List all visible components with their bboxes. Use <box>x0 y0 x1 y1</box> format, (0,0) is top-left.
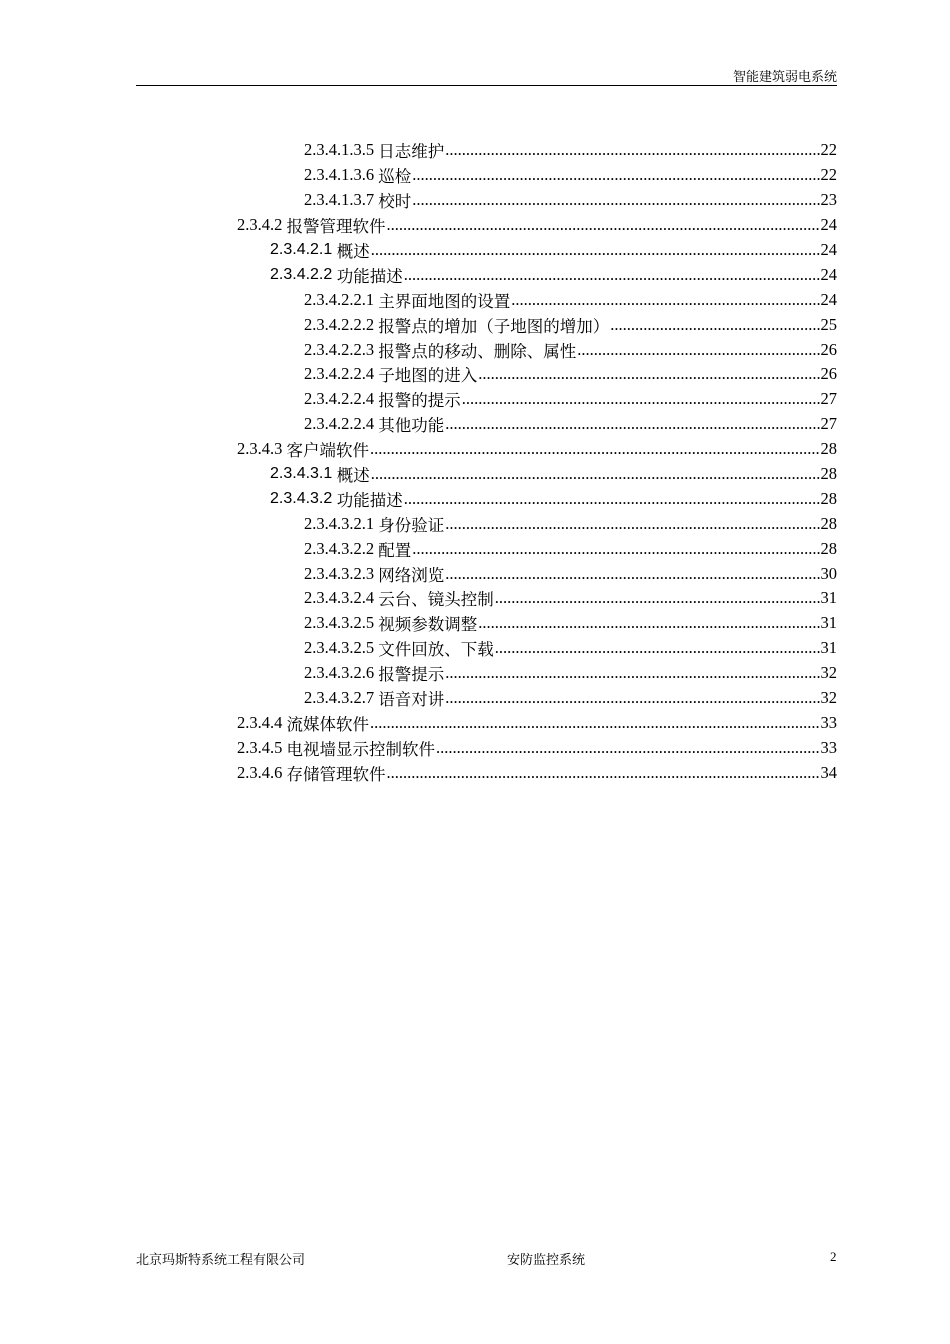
toc-entry-label: 功能描述 <box>336 266 403 286</box>
toc-entry-number: 2.3.4.2 <box>237 215 287 235</box>
toc-leader-dots <box>370 439 820 459</box>
toc-entry[interactable] <box>0 536 837 561</box>
toc-entry-label: 功能描述 <box>336 490 403 510</box>
toc-entry-number: 2.3.4.3.2 <box>270 489 337 507</box>
toc-entry[interactable] <box>0 213 837 238</box>
toc-entry-number: 2.3.4.3.1 <box>270 465 337 483</box>
toc-entry-number: 2.3.4.4 <box>237 712 287 732</box>
toc-entry-number: 2.3.4.2.2.4 <box>304 414 379 434</box>
toc-entry-label: 主界面地图的设置 <box>378 291 511 311</box>
toc-leader-dots <box>371 240 820 260</box>
toc-entry[interactable] <box>0 238 837 263</box>
toc-entry[interactable] <box>0 686 837 711</box>
toc-entry-number: 2.3.4.2.2.1 <box>304 289 379 309</box>
toc-entry[interactable] <box>0 586 837 611</box>
toc-leader-dots <box>495 588 820 608</box>
toc-entry-number: 2.3.4.1.3.5 <box>304 140 379 160</box>
toc-entry[interactable] <box>0 511 837 536</box>
toc-leader-dots <box>436 738 820 758</box>
toc-entry[interactable] <box>0 735 837 760</box>
toc-entry-label: 报警提示 <box>378 665 445 685</box>
toc-entry-page: 33 <box>820 712 837 732</box>
toc-entry-page: 24 <box>820 215 837 235</box>
toc-entry-label: 概述 <box>336 466 370 486</box>
toc-entry-number: 2.3.4.3.2.5 <box>304 613 379 633</box>
toc-entry[interactable] <box>0 138 837 163</box>
toc-entry-number: 2.3.4.2.2.2 <box>304 314 379 334</box>
toc-entry-page: 22 <box>820 140 837 160</box>
toc-entry-label: 日志维护 <box>378 142 445 162</box>
toc-entry-number: 2.3.4.5 <box>237 737 287 757</box>
toc-entry[interactable] <box>0 188 837 213</box>
toc-entry-label: 巡检 <box>378 167 412 187</box>
toc-leader-dots <box>412 190 819 210</box>
toc-leader-dots <box>412 539 819 559</box>
toc-leader-dots <box>478 364 819 384</box>
toc-entry-number: 2.3.4.3.2.2 <box>304 538 379 558</box>
toc-entry-number: 2.3.4.2.2.4 <box>304 364 379 384</box>
toc-entry[interactable] <box>0 437 837 462</box>
toc-entry-number: 2.3.4.2.2.4 <box>304 389 379 409</box>
toc-leader-dots <box>445 514 819 534</box>
toc-entry-label: 存储管理软件 <box>286 764 386 784</box>
toc-entry-label: 电视墙显示控制软件 <box>286 739 435 759</box>
toc-leader-dots <box>445 688 819 708</box>
toc-entry-label: 文件回放、下载 <box>378 640 494 660</box>
toc-leader-dots <box>462 389 820 409</box>
toc-leader-dots <box>478 613 819 633</box>
toc-entry-page: 22 <box>820 165 837 185</box>
toc-entry-page: 25 <box>820 314 837 334</box>
toc-entry-label: 子地图的进入 <box>378 366 478 386</box>
toc-leader-dots <box>404 265 820 285</box>
toc-entry-page: 31 <box>820 613 837 633</box>
toc-entry-page: 28 <box>820 464 837 484</box>
toc-leader-dots <box>445 414 819 434</box>
toc-leader-dots <box>371 464 820 484</box>
toc-leader-dots <box>511 290 819 310</box>
table-of-contents <box>0 138 950 785</box>
toc-entry-label: 校时 <box>378 192 412 212</box>
toc-entry[interactable] <box>0 661 837 686</box>
toc-leader-dots <box>387 215 820 235</box>
toc-entry-label: 客户端软件 <box>286 441 369 461</box>
toc-entry-label: 其他功能 <box>378 416 445 436</box>
toc-entry[interactable] <box>0 287 837 312</box>
toc-leader-dots <box>445 564 819 584</box>
toc-entry[interactable] <box>0 387 837 412</box>
toc-entry-label: 身份验证 <box>378 515 445 535</box>
toc-entry-page: 31 <box>820 638 837 658</box>
toc-entry-page: 27 <box>820 389 837 409</box>
toc-entry[interactable] <box>0 486 837 511</box>
toc-leader-dots <box>412 165 819 185</box>
toc-entry-number: 2.3.4.3.2.1 <box>304 513 379 533</box>
toc-entry-page: 24 <box>820 289 837 309</box>
toc-entry[interactable] <box>0 561 837 586</box>
footer-company: 北京玛斯特系统工程有限公司 <box>136 1252 306 1267</box>
toc-entry-page: 27 <box>820 414 837 434</box>
toc-entry-number: 2.3.4.1.3.6 <box>304 165 379 185</box>
toc-entry[interactable] <box>0 710 837 735</box>
toc-entry[interactable] <box>0 462 837 487</box>
toc-entry[interactable] <box>0 312 837 337</box>
toc-entry-number: 2.3.4.3.2.3 <box>304 563 379 583</box>
toc-entry[interactable] <box>0 760 837 785</box>
toc-entry-label: 报警点的增加（子地图的增加） <box>378 316 610 336</box>
toc-entry-number: 2.3.4.3.2.7 <box>304 688 379 708</box>
header-title: 智能建筑弱电系统 <box>732 69 837 84</box>
footer-page-number: 2 <box>830 1249 837 1264</box>
toc-entry-number: 2.3.4.3 <box>237 439 287 459</box>
toc-entry[interactable] <box>0 337 837 362</box>
toc-entry-page: 24 <box>820 264 837 284</box>
toc-entry-label: 流媒体软件 <box>286 714 369 734</box>
toc-entry-label: 报警的提示 <box>378 391 461 411</box>
toc-leader-dots <box>370 713 820 733</box>
toc-entry-label: 语音对讲 <box>378 690 445 710</box>
toc-leader-dots <box>495 638 820 658</box>
toc-entry-page: 28 <box>820 439 837 459</box>
toc-entry[interactable] <box>0 362 837 387</box>
toc-entry-label: 视频参数调整 <box>378 615 478 635</box>
toc-entry-label: 报警点的移动、删除、属性 <box>378 341 577 361</box>
toc-entry-number: 2.3.4.3.2.5 <box>304 638 379 658</box>
toc-entry-page: 26 <box>820 364 837 384</box>
toc-leader-dots <box>610 315 819 335</box>
toc-leader-dots <box>577 340 819 360</box>
toc-entry-number: 2.3.4.2.1 <box>270 241 337 258</box>
toc-leader-dots <box>387 763 820 783</box>
toc-entry-number: 2.3.4.1.3.7 <box>304 190 379 210</box>
toc-entry-label: 配置 <box>378 540 412 560</box>
toc-leader-dots <box>404 489 820 509</box>
toc-entry-page: 24 <box>820 240 837 259</box>
toc-entry-page: 32 <box>820 688 837 708</box>
toc-entry[interactable] <box>0 611 837 636</box>
toc-entry-label: 云台、镜头控制 <box>378 590 494 610</box>
toc-leader-dots <box>445 140 819 160</box>
toc-entry-label: 网络浏览 <box>378 565 445 585</box>
toc-leader-dots <box>445 663 819 683</box>
toc-entry-number: 2.3.4.3.2.6 <box>304 663 379 683</box>
toc-entry-label: 报警管理软件 <box>286 217 386 237</box>
toc-entry-label: 概述 <box>336 242 370 261</box>
toc-entry[interactable] <box>0 412 837 437</box>
toc-entry-number: 2.3.4.6 <box>237 762 287 782</box>
toc-entry-page: 32 <box>820 663 837 683</box>
toc-entry-page: 34 <box>820 762 837 782</box>
toc-entry-number: 2.3.4.3.2.4 <box>304 588 379 608</box>
footer-doc-title: 安防监控系统 <box>507 1252 586 1267</box>
toc-entry[interactable] <box>0 262 837 287</box>
toc-entry-page: 28 <box>820 538 837 558</box>
toc-entry[interactable] <box>0 636 837 661</box>
toc-entry[interactable] <box>0 163 837 188</box>
toc-entry-page: 33 <box>820 737 837 757</box>
toc-entry-page: 31 <box>820 588 837 608</box>
header-divider <box>136 85 837 86</box>
toc-entry-number: 2.3.4.2.2.3 <box>304 339 379 359</box>
toc-entry-page: 26 <box>820 339 837 359</box>
toc-entry-page: 28 <box>820 513 837 533</box>
toc-entry-page: 30 <box>820 563 837 583</box>
toc-entry-page: 23 <box>820 190 837 210</box>
toc-entry-page: 28 <box>820 488 837 508</box>
toc-entry-number: 2.3.4.2.2 <box>270 265 337 283</box>
